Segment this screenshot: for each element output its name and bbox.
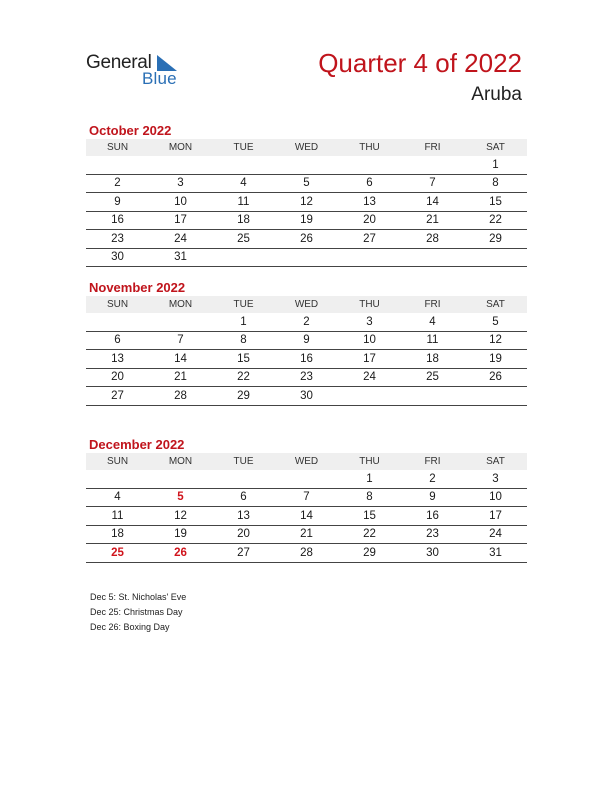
weekday-label: FRI [401,296,464,313]
day-cell: 23 [401,525,464,544]
day-cell: 2 [275,313,338,331]
day-cell: 21 [149,368,212,387]
day-cell: 5 [149,488,212,507]
weekday-label: WED [275,296,338,313]
day-cell: 12 [275,193,338,212]
logo-word-general: General [86,52,152,73]
week-row [86,507,527,526]
day-cell [212,248,275,267]
week-row [86,331,527,350]
month-october [86,122,527,267]
day-cell: 11 [86,507,149,526]
week-row [86,387,527,406]
day-cell: 14 [275,507,338,526]
day-cell [401,248,464,267]
day-cell: 23 [275,368,338,387]
week-row [86,525,527,544]
logo-word-blue: Blue [142,69,177,88]
day-cell: 7 [401,174,464,193]
day-cell: 24 [464,525,527,544]
day-cell: 17 [149,211,212,230]
weekday-label: SUN [86,139,149,156]
month-december [86,436,527,563]
day-cell: 4 [86,488,149,507]
day-cell: 24 [338,368,401,387]
day-cell: 28 [275,544,338,563]
day-cell: 10 [464,488,527,507]
day-cell: 26 [464,368,527,387]
week-row [86,174,527,193]
weekday-label: SAT [464,139,527,156]
weekday-label: TUE [212,453,275,470]
weekday-header-row [86,139,527,156]
day-cell: 17 [464,507,527,526]
weekday-label: SUN [86,453,149,470]
day-cell: 15 [338,507,401,526]
day-cell: 9 [86,193,149,212]
day-cell: 13 [338,193,401,212]
day-cell: 7 [275,488,338,507]
day-cell: 15 [212,350,275,369]
day-cell: 27 [212,544,275,563]
day-cell [86,313,149,331]
day-cell: 10 [338,331,401,350]
day-cell: 1 [338,470,401,488]
weekday-label: WED [275,453,338,470]
day-cell [275,248,338,267]
day-cell [401,156,464,174]
day-cell: 17 [338,350,401,369]
month-title: October 2022 [89,123,172,138]
day-cell: 29 [464,230,527,249]
week-row [86,313,527,331]
weekday-label: FRI [401,453,464,470]
weekday-label: TUE [212,139,275,156]
weekday-label: THU [338,139,401,156]
day-cell: 27 [338,230,401,249]
week-row [86,544,527,563]
day-cell: 1 [464,156,527,174]
day-cell: 11 [401,331,464,350]
day-cell: 5 [464,313,527,331]
week-row [86,156,527,174]
day-cell: 19 [275,211,338,230]
day-cell: 20 [212,525,275,544]
day-cell [149,156,212,174]
day-cell: 14 [149,350,212,369]
day-cell: 13 [212,507,275,526]
day-cell: 22 [212,368,275,387]
day-cell: 6 [338,174,401,193]
day-cell: 4 [212,174,275,193]
weekday-label: MON [149,296,212,313]
day-cell: 8 [464,174,527,193]
day-cell: 28 [149,387,212,406]
day-cell: 7 [149,331,212,350]
day-cell: 31 [464,544,527,563]
day-cell: 11 [212,193,275,212]
day-cell [338,156,401,174]
day-cell: 3 [338,313,401,331]
day-cell: 27 [86,387,149,406]
day-cell [275,156,338,174]
day-cell: 30 [401,544,464,563]
day-cell: 2 [401,470,464,488]
calendar-grid [86,453,527,563]
weekday-label: THU [338,296,401,313]
day-cell [149,470,212,488]
weekday-header-row [86,296,527,313]
day-cell: 25 [86,544,149,563]
day-cell: 10 [149,193,212,212]
day-cell: 15 [464,193,527,212]
day-cell [464,387,527,406]
day-cell: 16 [86,211,149,230]
day-cell: 30 [86,248,149,267]
generalblue-logo [86,52,196,92]
day-cell: 8 [212,331,275,350]
day-cell: 22 [464,211,527,230]
day-cell [338,387,401,406]
day-cell [149,313,212,331]
page-title: Quarter 4 of 2022 [318,48,522,78]
weekday-label: THU [338,453,401,470]
day-cell: 8 [338,488,401,507]
week-row [86,248,527,267]
day-cell [338,248,401,267]
day-cell: 25 [401,368,464,387]
holiday-note: Dec 5: St. Nicholas' Eve [90,592,187,602]
day-cell: 12 [149,507,212,526]
day-cell: 31 [149,248,212,267]
day-cell: 18 [86,525,149,544]
weekday-label: TUE [212,296,275,313]
day-cell: 16 [275,350,338,369]
day-cell [275,470,338,488]
day-cell: 22 [338,525,401,544]
day-cell [212,156,275,174]
week-row [86,488,527,507]
day-cell [401,387,464,406]
weekday-label: MON [149,453,212,470]
day-cell: 25 [212,230,275,249]
weekday-label: FRI [401,139,464,156]
month-title: December 2022 [89,437,185,452]
day-cell: 28 [401,230,464,249]
month-title: November 2022 [89,280,186,295]
day-cell: 30 [275,387,338,406]
day-cell: 21 [275,525,338,544]
day-cell: 20 [338,211,401,230]
day-cell: 24 [149,230,212,249]
week-row [86,368,527,387]
day-cell: 6 [212,488,275,507]
weekday-label: SUN [86,296,149,313]
day-cell: 5 [275,174,338,193]
weekday-label: SAT [464,453,527,470]
weekday-label: WED [275,139,338,156]
day-cell [464,248,527,267]
country-name: Aruba [471,84,522,105]
day-cell: 1 [212,313,275,331]
day-cell: 18 [401,350,464,369]
week-row [86,193,527,212]
week-row [86,350,527,369]
day-cell: 12 [464,331,527,350]
day-cell: 19 [464,350,527,369]
day-cell: 26 [149,544,212,563]
day-cell: 3 [464,470,527,488]
day-cell: 3 [149,174,212,193]
weekday-label: SAT [464,296,527,313]
day-cell: 23 [86,230,149,249]
day-cell: 29 [212,387,275,406]
holiday-note: Dec 26: Boxing Day [90,622,170,632]
day-cell [212,470,275,488]
holiday-note: Dec 25: Christmas Day [90,607,183,617]
day-cell: 9 [275,331,338,350]
day-cell: 29 [338,544,401,563]
month-november [86,279,527,406]
holiday-notes [90,590,186,635]
weekday-header-row [86,453,527,470]
day-cell: 16 [401,507,464,526]
day-cell: 19 [149,525,212,544]
day-cell: 9 [401,488,464,507]
day-cell: 4 [401,313,464,331]
day-cell: 26 [275,230,338,249]
week-row [86,211,527,230]
week-row [86,470,527,488]
calendar-grid [86,139,527,267]
day-cell: 6 [86,331,149,350]
day-cell [86,156,149,174]
day-cell: 21 [401,211,464,230]
day-cell [86,470,149,488]
week-row [86,230,527,249]
weekday-label: MON [149,139,212,156]
day-cell: 20 [86,368,149,387]
day-cell: 18 [212,211,275,230]
calendar-grid [86,296,527,406]
day-cell: 14 [401,193,464,212]
day-cell: 13 [86,350,149,369]
day-cell: 2 [86,174,149,193]
